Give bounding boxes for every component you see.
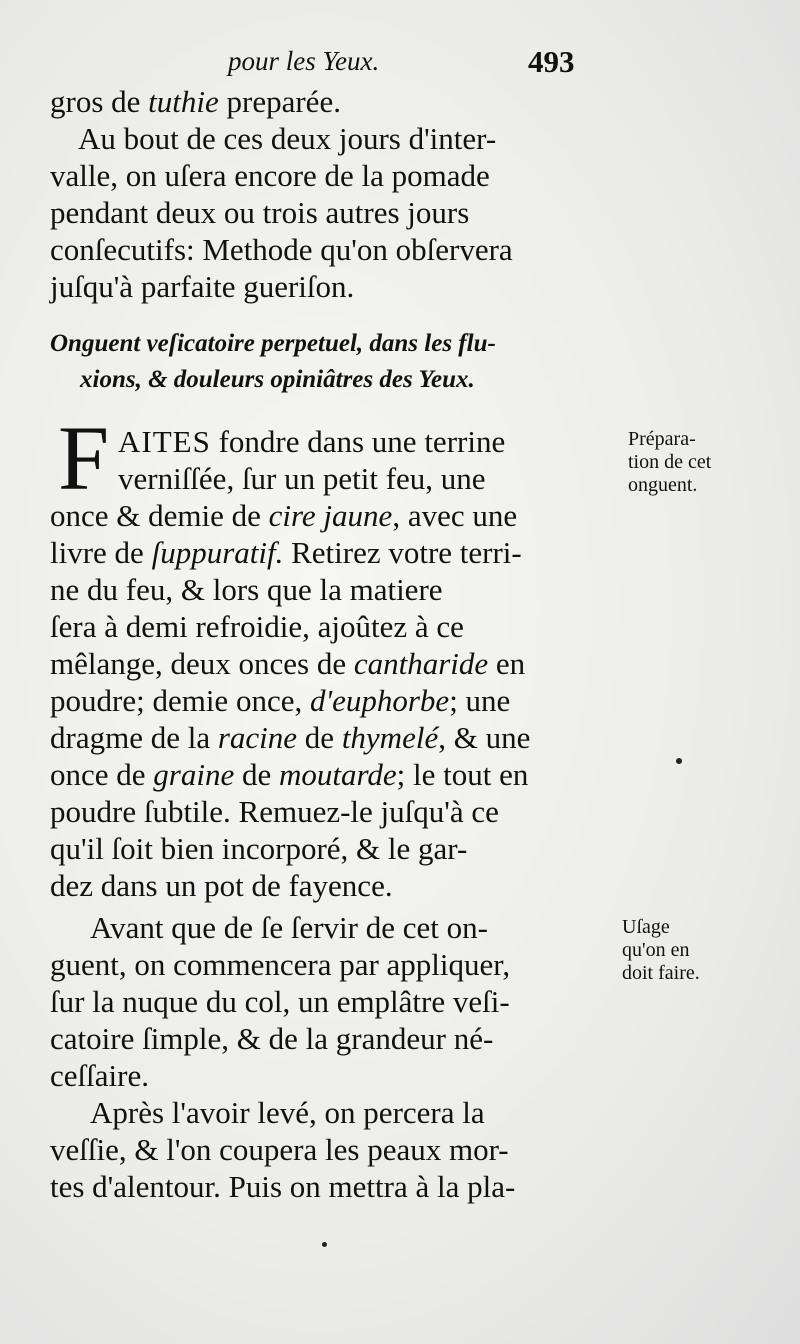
text-line: tes d'alentour. Puis on mettra à la pla-: [50, 1169, 516, 1204]
text-line: dez dans un pot de fayence.: [50, 868, 393, 903]
ink-speck: [322, 1242, 327, 1247]
ink-speck: [676, 758, 682, 764]
text-line: verniſſée, ſur un petit feu, une: [118, 461, 486, 496]
text-line: poudre ſubtile. Remuez-le juſqu'à ce: [50, 794, 499, 829]
drop-cap: F: [58, 407, 110, 509]
text-line: veſſie, & l'on coupera les peaux mor-: [50, 1132, 509, 1167]
text-line: livre de ſuppuratif. Retirez votre terri-: [50, 535, 522, 570]
text-line: poudre; demie once, d'euphorbe; une: [50, 683, 511, 718]
text-line: Au bout de ces deux jours d'inter-: [78, 121, 497, 156]
text-line: AITES fondre dans une terrine: [118, 424, 506, 459]
text-line: Avant que de ſe ſervir de cet on-: [90, 910, 488, 945]
text-line: valle, on uſera encore de la pomade: [50, 158, 490, 193]
text-line: Après l'avoir levé, on percera la: [90, 1095, 485, 1130]
text-line: ne du feu, & lors que la matiere: [50, 572, 443, 607]
section-heading-line: Onguent veſicatoire perpetuel, dans les flu-: [50, 330, 496, 357]
running-title: pour les Yeux.: [228, 46, 380, 76]
section-heading-line: xions, & douleurs opiniâtres des Yeux.: [80, 366, 475, 393]
text-line: conſecutifs: Methode qu'on obſervera: [50, 232, 513, 267]
text-line: once & demie de cire jaune, avec une: [50, 498, 518, 533]
text-line: juſqu'à parfaite gueriſon.: [50, 269, 355, 304]
text-line: once de graine de moutarde; le tout en: [50, 757, 529, 792]
text-line: mêlange, deux onces de cantharide en: [50, 646, 526, 681]
text-line: ſera à demi refroidie, ajoûtez à ce: [50, 609, 464, 644]
text-line: catoire ſimple, & de la grandeur né-: [50, 1021, 494, 1056]
text-line: dragme de la racine de thymelé, & une: [50, 720, 531, 755]
text-line: gros de tuthie preparée.: [50, 84, 341, 119]
page-number: 493: [528, 44, 575, 79]
text-line: ſur la nuque du col, un emplâtre veſi-: [50, 984, 510, 1019]
text-line: guent, on commencera par appliquer,: [50, 947, 511, 982]
text-line: pendant deux ou trois autres jours: [50, 195, 470, 230]
text-line: ceſſaire.: [50, 1058, 149, 1093]
margin-note: Uſage qu'on en doit faire.: [622, 916, 700, 984]
text-line: qu'il ſoit bien incorporé, & le gar-: [50, 831, 468, 866]
margin-note: Prépara- tion de cet onguent.: [628, 428, 712, 496]
